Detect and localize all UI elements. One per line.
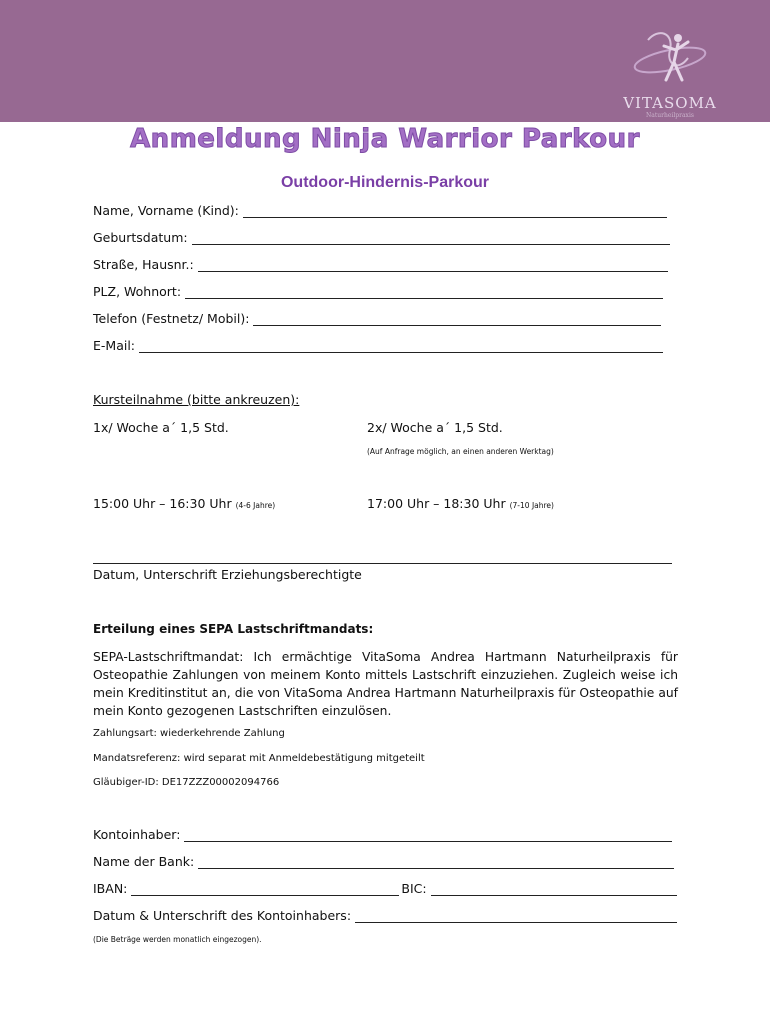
- payment-type: Zahlungsart: wiederkehrende Zahlung: [93, 728, 285, 739]
- bic-input-line[interactable]: [431, 881, 677, 896]
- parent-signature-line[interactable]: [93, 563, 672, 564]
- birthdate-input-line[interactable]: [192, 230, 670, 245]
- bank-name-field[interactable]: [93, 854, 674, 869]
- birthdate-field[interactable]: [93, 230, 670, 245]
- street-field[interactable]: [93, 257, 668, 272]
- iban-label: IBAN:: [93, 881, 128, 896]
- street-input-line[interactable]: [198, 257, 668, 272]
- holder-signature-label: Datum & Unterschrift des Kontoinhabers:: [93, 908, 352, 923]
- logo-subtitle: Naturheilpraxis: [646, 112, 694, 119]
- name-input-line[interactable]: [243, 203, 667, 218]
- plz-label: PLZ, Wohnort:: [93, 284, 182, 299]
- name-field[interactable]: [93, 203, 667, 218]
- page-title: Anmeldung Ninja Warrior Parkour: [130, 124, 640, 154]
- course-option-2[interactable]: 2x/ Woche a´ 1,5 Std.: [367, 420, 503, 435]
- mandate-reference: Mandatsreferenz: wird separat mit Anmeldebestätigung mitgeteilt: [93, 753, 425, 764]
- phone-input-line[interactable]: [253, 311, 661, 326]
- plz-field[interactable]: [93, 284, 663, 299]
- email-input-line[interactable]: [139, 338, 663, 353]
- parent-signature-label: Datum, Unterschrift Erziehungsberechtigte: [93, 567, 362, 582]
- name-label: Name, Vorname (Kind):: [93, 203, 239, 218]
- bic-label: BIC:: [401, 881, 427, 896]
- plz-input-line[interactable]: [185, 284, 663, 299]
- iban-input-line[interactable]: [131, 881, 399, 896]
- sepa-mandate-text: SEPA-Lastschriftmandat: Ich ermächtige VitaSoma Andrea Hartmann Naturheilpraxis für Osteopathie Zahlungen von meinem Konto mittels Lastschrift einzuziehen. Zugleich weise ich mein Kreditinstitut an, die von VitaSoma Andrea Hartmann Naturheilpraxis für Osteopathie auf mein Konto gezogenen Lastschriften einzulösen.: [93, 650, 678, 718]
- iban-field[interactable]: [93, 881, 677, 896]
- vitasoma-logo: [610, 28, 730, 120]
- time-option-1-age: (4-6 Jahre): [235, 501, 276, 510]
- monthly-note: (Die Beträge werden monatlich eingezogen).: [93, 935, 262, 944]
- course-option-1[interactable]: 1x/ Woche a´ 1,5 Std.: [93, 420, 229, 435]
- bank-name-label: Name der Bank:: [93, 854, 195, 869]
- course-heading: Kursteilnahme (bitte ankreuzen):: [93, 392, 300, 407]
- birthdate-label: Geburtsdatum:: [93, 230, 188, 245]
- phone-label: Telefon (Festnetz/ Mobil):: [93, 311, 250, 326]
- street-label: Straße, Hausnr.:: [93, 257, 194, 272]
- account-holder-input-line[interactable]: [184, 827, 672, 842]
- logo-wordmark: VITASOMA: [623, 94, 717, 112]
- course-option-2-note: (Auf Anfrage möglich, an einen anderen Werktag): [367, 447, 554, 456]
- time-option-1[interactable]: [93, 496, 275, 511]
- time-option-2-label: 17:00 Uhr – 18:30 Uhr: [367, 496, 506, 511]
- email-label: E-Mail:: [93, 338, 136, 353]
- creditor-id: Gläubiger-ID: DE17ZZZ00002094766: [93, 777, 280, 788]
- logo-figure-icon: [618, 28, 722, 92]
- holder-signature-field[interactable]: [93, 908, 677, 923]
- bank-name-input-line[interactable]: [198, 854, 674, 869]
- phone-field[interactable]: [93, 311, 661, 326]
- time-option-1-label: 15:00 Uhr – 16:30 Uhr: [93, 496, 232, 511]
- account-holder-field[interactable]: [93, 827, 672, 842]
- time-option-2[interactable]: [367, 496, 554, 511]
- page-subtitle: Outdoor-Hindernis-Parkour: [280, 174, 489, 191]
- email-field[interactable]: [93, 338, 663, 353]
- account-holder-label: Kontoinhaber:: [93, 827, 181, 842]
- time-option-2-age: (7-10 Jahre): [509, 501, 554, 510]
- holder-signature-input-line[interactable]: [355, 908, 677, 923]
- sepa-heading: Erteilung eines SEPA Lastschriftmandats:: [93, 622, 374, 636]
